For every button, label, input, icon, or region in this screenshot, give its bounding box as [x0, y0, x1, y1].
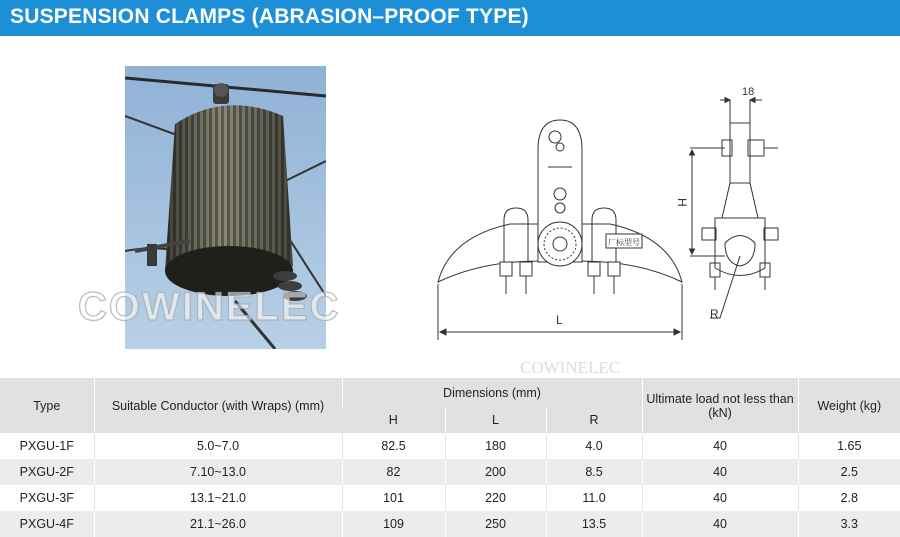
table-row [0, 485, 900, 511]
front-view-drawing [430, 112, 690, 342]
header-h: H [342, 407, 445, 433]
header-conductor: Suitable Conductor (with Wraps) (mm) [94, 378, 342, 433]
cell-r: 11.0 [546, 485, 642, 511]
cell-load: 40 [642, 485, 798, 511]
table-row [0, 511, 900, 537]
cell-weight: 2.5 [798, 459, 900, 485]
title-bar [0, 0, 900, 36]
cell-conductor: 21.1~26.0 [94, 511, 342, 537]
header-type: Type [0, 378, 94, 433]
cell-h: 82 [342, 459, 445, 485]
header-ultimate-load: Ultimate load not less than (kN) [642, 378, 798, 433]
cell-h: 109 [342, 511, 445, 537]
dimension-18-label: 18 [742, 86, 755, 98]
dimension-l-label: L [556, 313, 563, 327]
cell-load: 40 [642, 459, 798, 485]
cell-l: 200 [445, 459, 546, 485]
cell-l: 250 [445, 511, 546, 537]
cell-l: 220 [445, 485, 546, 511]
cell-l: 180 [445, 433, 546, 459]
dimension-r-label: R [710, 307, 719, 321]
header-dimensions: Dimensions (mm) [342, 378, 642, 407]
cell-h: 101 [342, 485, 445, 511]
header-r: R [546, 407, 642, 433]
tag-label: 厂标型号 [608, 238, 640, 247]
page-title: SUSPENSION CLAMPS (ABRASION–PROOF TYPE) [10, 5, 529, 28]
cell-load: 40 [642, 433, 798, 459]
cell-conductor: 7.10~13.0 [94, 459, 342, 485]
header-l: L [445, 407, 546, 433]
cell-load: 40 [642, 511, 798, 537]
cell-type: PXGU-3F [0, 485, 94, 511]
cell-type: PXGU-4F [0, 511, 94, 537]
table-row [0, 433, 900, 459]
cell-type: PXGU-2F [0, 459, 94, 485]
cell-r: 8.5 [546, 459, 642, 485]
cell-type: PXGU-1F [0, 433, 94, 459]
cell-r: 13.5 [546, 511, 642, 537]
cell-r: 4.0 [546, 433, 642, 459]
specifications-table [0, 378, 900, 537]
watermark: COWINELEC [78, 285, 341, 329]
table-row [0, 459, 900, 485]
cell-conductor: 5.0~7.0 [94, 433, 342, 459]
side-view-drawing [670, 78, 820, 333]
cell-weight: 3.3 [798, 511, 900, 537]
cell-weight: 1.65 [798, 433, 900, 459]
cell-weight: 2.8 [798, 485, 900, 511]
watermark-small: COWINELEC [520, 358, 621, 377]
header-weight: Weight (kg) [798, 378, 900, 433]
dimension-h-label: H [675, 198, 689, 207]
cell-conductor: 13.1~21.0 [94, 485, 342, 511]
cell-h: 82.5 [342, 433, 445, 459]
